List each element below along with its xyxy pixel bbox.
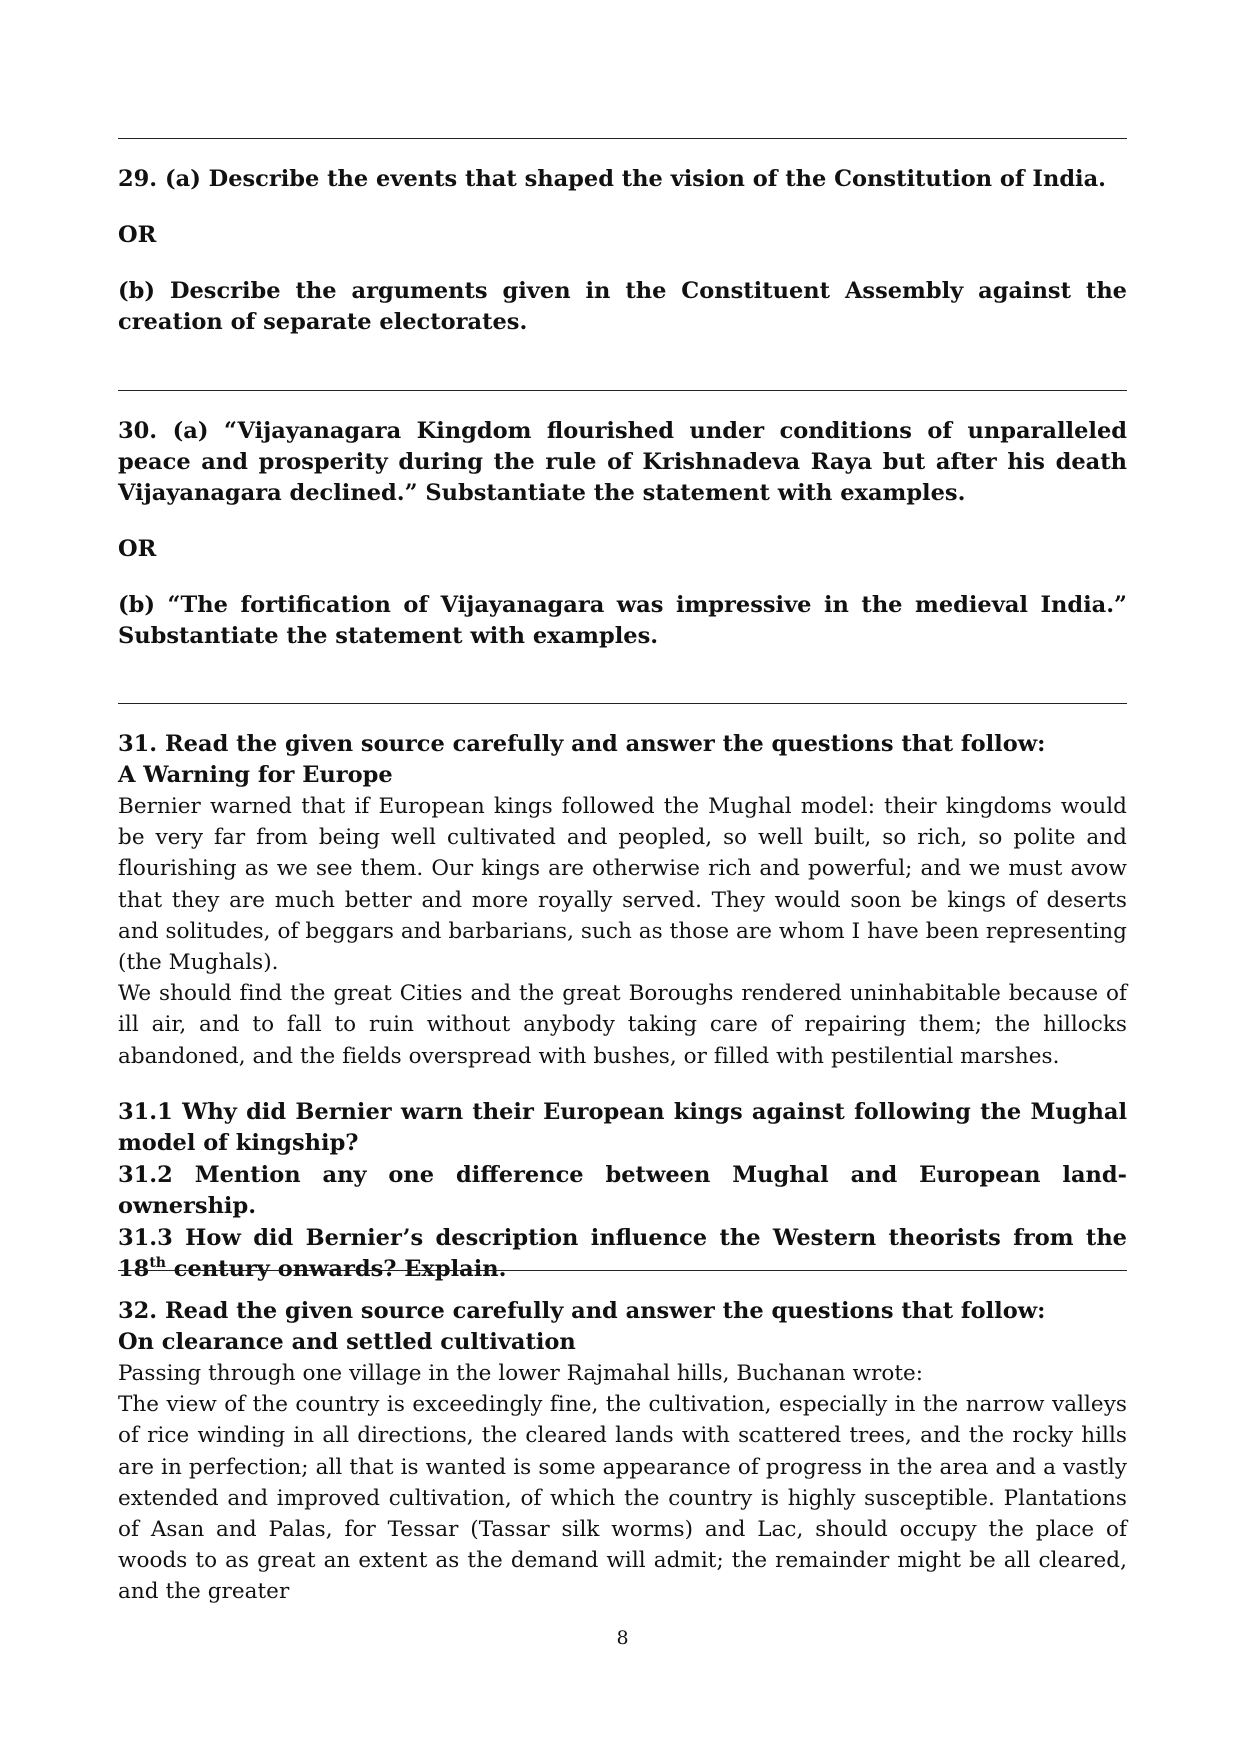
q32-source-intro: Passing through one village in the lower Rajmahal hills, Buchanan wrote: (118, 1361, 924, 1386)
q31-sub-question-1: 31.1 Why did Bernier warn their European kings against following the Mughal model of kingship? (118, 1098, 1127, 1157)
q32-source-paragraph: The view of the country is exceedingly fine, the cultivation, especially in the narrow valleys of rice winding in all directions, the cleared lands with scattered trees, and the rocky hills are in perfection; all that is wanted is some appearance of progress in the area and a vastly extended and improved cultivation, of which the country is highly susceptible. Plantations of Asan and Palas, for Tessar (Tassar silk worms) and Lac, should occupy the place of woods to as great an extent as the demand will admit; the remainder might be all cleared, and the greater (118, 1392, 1127, 1605)
q30-or: OR (118, 536, 157, 562)
q30-part-b: (b) “The fortification of Vijayanagara was impressive in the medieval India.” Substantiate the statement with examples. (118, 592, 1127, 649)
q31-source-text (118, 791, 1127, 1072)
q31-sub3-text-end: century onwards? Explain. (165, 1256, 507, 1283)
q31-sub3-text: 31.3 How did Bernier’s description influence the Western theorists from the 18 (118, 1224, 1127, 1283)
page-number: 8 (616, 1627, 629, 1649)
q30-part-a: 30. (a) “Vijayanagara Kingdom flourished under conditions of unparalleled peace and prosperity during the rule of Krishnadeva Raya but after his death Vijayanagara declined.” Substantiate the statement with examples. (118, 418, 1127, 506)
q32-source-title: On clearance and settled cultivation (118, 1329, 576, 1355)
divider-rule (118, 703, 1127, 704)
exam-page (118, 0, 1127, 1754)
q32-source-text (118, 1358, 1127, 1608)
question-32 (118, 1296, 1127, 1608)
question-30 (118, 416, 1127, 652)
question-31 (118, 729, 1127, 1286)
q29-part-a: 29. (a) Describe the events that shaped the vision of the Constitution of India. (118, 166, 1107, 192)
q31-source-paragraph: We should find the great Cities and the great Boroughs rendered uninhabitable because of ill air, and to fall to ruin without anybody taking care of repairing them; the hillocks abandoned, and the fields overspread with bushes, or filled with pestilential marshes. (118, 981, 1127, 1069)
q31-sub-question-2: 31.2 Mention any one difference between Mughal and European land-ownership. (118, 1161, 1127, 1220)
q31-sub3-superscript: th (149, 1255, 166, 1272)
divider-rule (118, 390, 1127, 391)
q31-sub-questions (118, 1097, 1127, 1286)
q32-instruction: 32. Read the given source carefully and answer the questions that follow: (118, 1298, 1046, 1324)
q31-source-paragraph: Bernier warned that if European kings followed the Mughal model: their kingdoms would be very far from being well cultivated and peopled, so well built, so rich, so polite and flourishing as we see them. Our kings are otherwise rich and powerful; and we must avow that they are much better and more royally served. They would soon be kings of deserts and solitudes, of beggars and barbarians, such as those are whom I have been representing (the Mughals). (118, 794, 1127, 976)
divider-rule (118, 138, 1127, 139)
question-29 (118, 164, 1127, 338)
divider-rule (118, 1270, 1127, 1271)
q29-or: OR (118, 222, 157, 248)
q31-instruction: 31. Read the given source carefully and answer the questions that follow: (118, 731, 1046, 757)
q31-source-title: A Warning for Europe (118, 762, 393, 788)
q29-part-b: (b) Describe the arguments given in the Constituent Assembly against the creation of separate electorates. (118, 278, 1127, 335)
q31-sub-question-3 (118, 1223, 1127, 1286)
